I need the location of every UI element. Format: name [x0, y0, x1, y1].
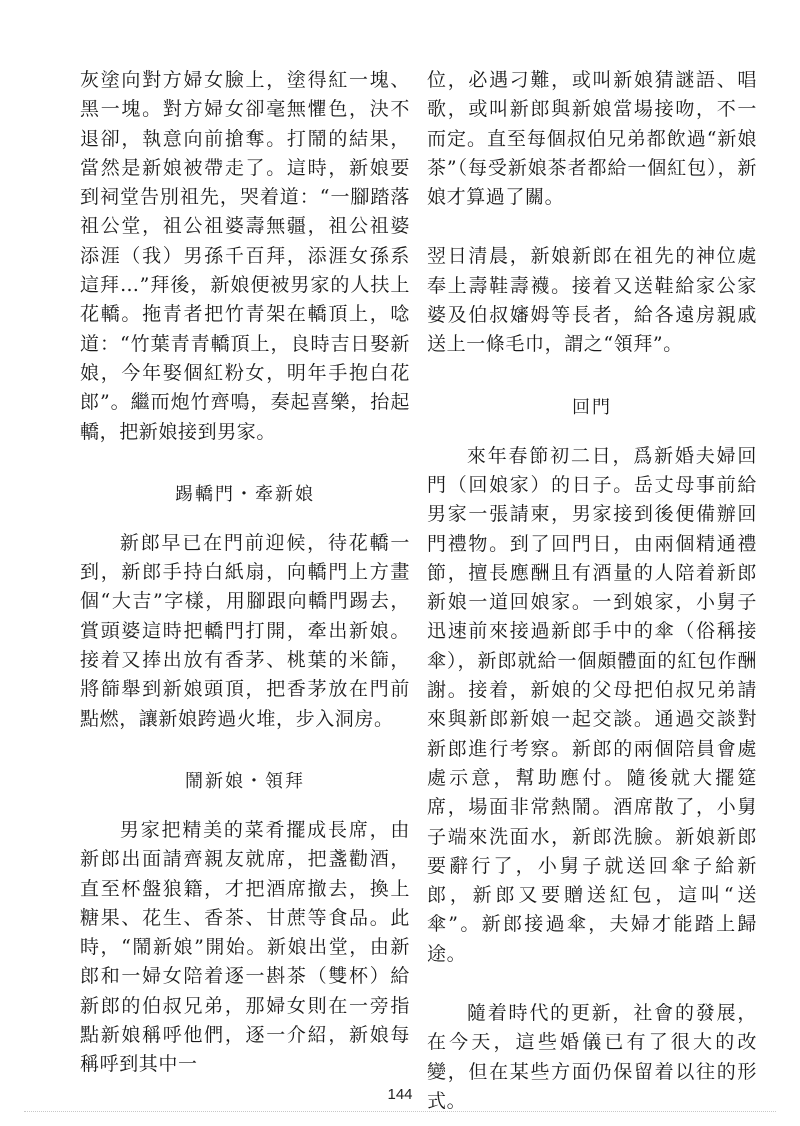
right-column: [427, 66, 757, 1116]
section-heading-return-visit: 回門: [572, 396, 612, 418]
left-column: [80, 66, 410, 1080]
paragraph-next-morning: 翌日清晨，新娘新郎在祖先的神位處奉上壽鞋壽襪。接着又送鞋給家公家婆及伯叔嬸姆等長者，給各遠房親戚送上一條毛巾，謂之“領拜”。: [427, 245, 757, 356]
paragraph-tease-bride-continued: 位，必遇刁難，或叫新娘猜謎語、唱歌，或叫新郎與新娘當場接吻，不一而定。直至每個叔伯兄弟都飲過“新娘茶”（每受新娘茶者都給一個紅包），新娘才算過了關。: [427, 69, 757, 209]
paragraph-bride-departure: 灰塗向對方婦女臉上，塗得紅一塊、黑一塊。對方婦女卻毫無懼色，決不退卻，執意向前搶奪。打鬧的結果，當然是新娘被帶走了。這時，新娘要到祠堂告別祖先，哭着道：“一腳踏落祖公堂，祖公祖婆壽無疆，祖公祖婆添涯（我）男孫千百拜，添涯女孫系這拜…”拜後，新娘便被男家的人扶上花轎。拖青者把竹青架在轎頂上，唸道：“竹葉青青轎頂上，良時吉日娶新娘，今年娶個紅粉女，明年手抱白花郎”。繼而炮竹齊鳴，奏起喜樂，抬起轎，把新娘接到男家。: [80, 69, 410, 443]
paragraph-kick-sedan-door: 新郎早已在門前迎候，待花轎一到，新郎手持白紙扇，向轎門上方畫個“大吉”字樣，用腳跟向轎門踢去，賞頭婆這時把轎門打開，牽出新娘。接着又捧出放有香茅、桃葉的米篩，將篩舉到新娘頭頂，把香茅放在門前點燃，讓新娘跨過火堆，步入洞房。: [80, 531, 410, 730]
paragraph-modern-changes: 隨着時代的更新，社會的發展，在今天，這些婚儀已有了很大的改變，但在某些方面仍保留着以往的形式。: [427, 1002, 757, 1112]
footer-divider: [24, 1111, 776, 1112]
page-number: 144: [387, 1086, 413, 1103]
paragraph-tease-bride: 男家把精美的菜肴擺成長席，由新郎出面請齊親友就席，把盞勸酒，直至杯盤狼籍，才把酒席撤去，換上糖果、花生、香茶、甘蔗等食品。此時，“鬧新娘”開始。新娘出堂，由新郎和一婦女陪着逐一斟茶（雙杯）給新郎的伯叔兄弟，那婦女則在一旁指點新娘稱呼他們，逐一介紹，新娘每稱呼到其中一: [80, 818, 410, 1076]
paragraph-return-visit: 來年春節初二日，爲新婚夫婦回門（回娘家）的日子。岳丈母事前給男家一張請柬，男家接到後便備辦回門禮物。到了回門日，由兩個精通禮節，擅長應酬且有酒量的人陪着新郎新娘一道回娘家。一到娘家，小舅子迅速前來接過新郎手中的傘（俗稱接傘），新郎就給一個頗體面的紅包作酬謝。接着，新娘的父母把伯叔兄弟請來與新郎新娘一起交談。通過交談對新郎進行考察。新郎的兩個陪員會處處示意，幫助應付。隨後就大擺筵席，場面非常熱鬧。酒席散了，小舅子端來洗面水，新郎洗臉。新娘新郎要辭行了，小舅子就送回傘子給新郎，新郎又要贈送紅包，這叫“送傘”。新郎接過傘，夫婦才能踏上歸途。: [427, 444, 757, 965]
section-heading-kick-sedan-door: 踢轎門・牽新娘: [175, 483, 315, 505]
section-heading-tease-bride: 鬧新娘・領拜: [185, 770, 305, 792]
